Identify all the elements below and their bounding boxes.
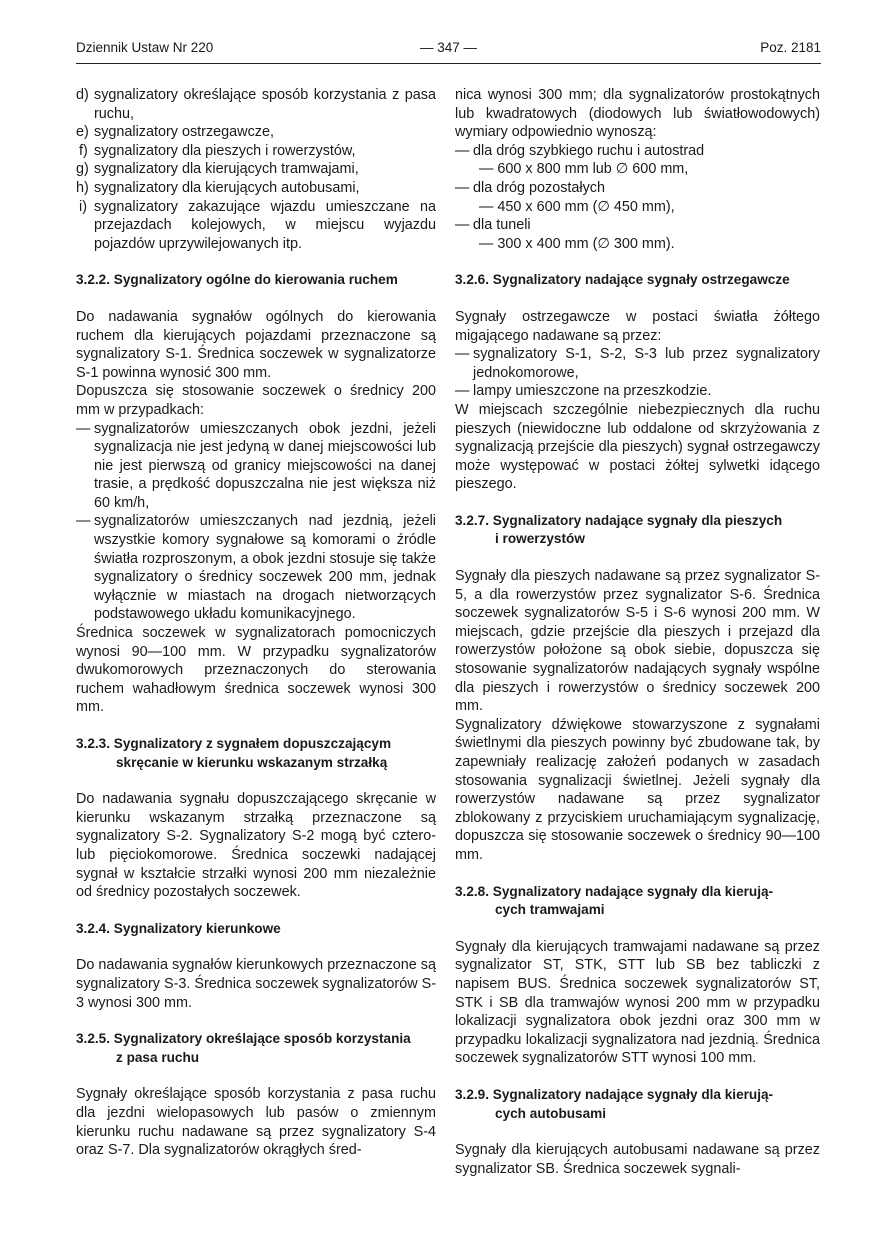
- section-heading-3-2-5: 3.2.5. Sygnalizatory określające sposób korzystania: [76, 1031, 411, 1047]
- signal-type-list: [76, 86, 436, 253]
- section-heading-3-2-3-cont: skręcanie w kierunku wskazanym strzałką: [116, 754, 388, 770]
- paragraph: nica wynosi 300 mm; dla sygnalizatorów prostokątnych lub kwadratowych (diodowych lub światłowodowych) wymiary odpowiednio wynoszą:: [455, 87, 820, 141]
- section-heading-3-2-8-cont: cych tramwajami: [495, 902, 605, 918]
- page-header: [76, 40, 821, 62]
- dimension-value: — 600 x 800 mm lub ∅ 600 mm,: [479, 161, 689, 178]
- list-item: f) sygnalizatory dla pieszych i rowerzystów,: [79, 142, 356, 159]
- section-heading-3-2-6: 3.2.6. Sygnalizatory nadające sygnały ostrzegawcze: [455, 272, 790, 288]
- header-rule: [76, 63, 821, 64]
- paragraph: Dopuszcza się stosowanie soczewek o średnicy 200 mm w przypadkach:: [76, 383, 436, 418]
- dimension-value: — 450 x 600 mm (∅ 450 mm),: [479, 198, 675, 215]
- section-heading-3-2-7: 3.2.7. Sygnalizatory nadające sygnały dla pieszych: [455, 512, 783, 528]
- section-heading-3-2-8: 3.2.8. Sygnalizatory nadające sygnały dla kierują-: [455, 883, 774, 899]
- dash-item: — sygnalizatorów umieszczanych nad jezdnią, jeżeli wszystkie komory sygnałowe są komorami o źródle światła rozproszonym, a obok jezdni stosuje się także sygnalizatory o średnicy soczewek 200 mm, jednak wyłącznie w miastach na drogach nietworzących podstawowego układu komunikacyjnego.: [76, 513, 436, 623]
- list-item: g) sygnalizatory dla kierujących tramwajami,: [76, 161, 359, 178]
- page-number: — 347 —: [419, 40, 478, 55]
- section-heading-3-2-9: 3.2.9. Sygnalizatory nadające sygnały dla kierują-: [455, 1086, 774, 1102]
- paragraph: Sygnały określające sposób korzystania z pasa ruchu dla jezdni wielopasowych lub pasów o zmiennym kierunku ruchu nadawane są przez sygnalizatory S-4 oraz S-7. Dla sygnalizatorów okrągłych śred-: [76, 1086, 436, 1159]
- right-column: [455, 86, 820, 1178]
- section-heading-3-2-7-cont: i rowerzystów: [495, 531, 585, 547]
- dash-item: — lampy umieszczone na przeszkodzie.: [455, 383, 712, 400]
- paragraph: Do nadawania sygnału dopuszczającego skręcanie w kierunku wskazanym strzałką przeznaczone są sygnalizatory S-2. Sygnalizatory S-2 mogą być cztero- lub pięciokomorowe. Średnica soczewki nadającej sygnał w kształcie strzałki wynosi 200 mm niezależnie od średnicy pozostałych soczewek.: [76, 791, 436, 901]
- dash-item: — dla dróg szybkiego ruchu i autostrad: [455, 142, 705, 159]
- list-item: h) sygnalizatory dla kierujących autobusami,: [76, 179, 360, 196]
- paragraph: Średnica soczewek w sygnalizatorach pomocniczych wynosi 90—100 mm. W przypadku sygnalizatorów dwukomorowych przeznaczonych do sterowania ruchem wahadłowym średnica soczewek wynosi 300 mm.: [76, 625, 436, 716]
- paragraph: Sygnały dla pieszych nadawane są przez sygnalizator S-5, a dla rowerzystów przez sygnalizator S-6. Średnica soczewek sygnalizatorów S-5 i S-6 wynosi 200 mm. W miejscach, gdzie przejście dla pieszych i przejazd dla rowerzystów położone są obok siebie, dopuszcza się stosowanie sygnalizatorów nadających sygnały wspólne dla pieszych i rowerzystów o średnicy soczewek 200 mm.: [455, 568, 820, 715]
- paragraph: Do nadawania sygnałów ogólnych do kierowania ruchem dla kierujących pojazdami przeznaczone są sygnalizatory S-1. Średnica soczewek w sygnalizatorze S-1 powinna wynosić 300 mm.: [76, 308, 436, 381]
- section-heading-3-2-2: 3.2.2. Sygnalizatory ogólne do kierowania ruchem: [76, 272, 398, 288]
- section-heading-3-2-3: 3.2.3. Sygnalizatory z sygnałem dopuszczającym: [76, 736, 392, 751]
- list-item: e) sygnalizatory ostrzegawcze,: [76, 124, 274, 141]
- position-number: Poz. 2181: [760, 40, 821, 55]
- left-column: [76, 86, 436, 1160]
- paragraph: Do nadawania sygnałów kierunkowych przeznaczone są sygnalizatory S-3. Średnica soczewek sygnalizatorów S-3 wynosi 300 mm.: [76, 957, 436, 1011]
- list-item: i) sygnalizatory zakazujące wjazdu umieszczane na przejazdach kolejowych, w miejscu wyjazdu pojazdów uprzywilejowanych itp.: [79, 198, 436, 252]
- dash-item: — dla dróg pozostałych: [455, 179, 605, 196]
- paragraph: Sygnalizatory dźwiękowe stowarzyszone z sygnałami świetlnymi dla pieszych powinny być zbudowane tak, by zapewniały realizację założeń podanych w zasadach stosowania sygnalizacji świetlnej. Jeżeli sygnały dla rowerzystów nadawane są przez sygnalizator zblokowany z przyciskiem uruchamiającym sygnalizację, dopuszcza się stosowanie soczewek o średnicy 90—100 mm.: [455, 716, 820, 863]
- dash-item: — sygnalizatory S-1, S-2, S-3 lub przez sygnalizatory jednokomorowe,: [455, 346, 820, 381]
- section-heading-3-2-4: 3.2.4. Sygnalizatory kierunkowe: [76, 920, 281, 936]
- dash-item: — sygnalizatorów umieszczanych obok jezdni, jeżeli sygnalizacja nie jest jedyną w danej miejscowości lub nie jest pierwszą od granicy miejscowości na danej trasie, a prędkość dopuszczalna nie jest większa niż 60 km/h,: [76, 420, 436, 511]
- section-heading-3-2-5-cont: z pasa ruchu: [116, 1049, 200, 1065]
- section-heading-3-2-9-cont: cych autobusami: [495, 1105, 607, 1121]
- paragraph: W miejscach szczególnie niebezpiecznych dla ruchu pieszych (niewidoczne lub oddalone od skrzyżowania z sygnalizacją przejście dla pieszych) sygnał ostrzegawczy może występować w postaci żółtej sylwetki idącego pieszego.: [455, 401, 820, 493]
- paragraph: Sygnały ostrzegawcze w postaci światła żółtego migającego nadawane są przez:: [455, 308, 820, 344]
- dimension-value: — 300 x 400 mm (∅ 300 mm).: [479, 235, 675, 252]
- list-item: d) sygnalizatory określające sposób korzystania z pasa ruchu,: [76, 87, 436, 122]
- paragraph: Sygnały dla kierujących autobusami nadawane są przez sygnalizator SB. Średnica soczewek sygnali-: [455, 1142, 820, 1177]
- journal-title: Dziennik Ustaw Nr 220: [76, 40, 214, 55]
- paragraph: Sygnały dla kierujących tramwajami nadawane są przez sygnalizator ST, STK, STT lub SB bez tabliczki z napisem BUS. Średnica soczewek sygnalizatorów ST, STK i SB dla tramwajów wynosi 200 mm w przypadku lokalizacji sygnalizatora obok jezdni oraz 300 mm w przypadku lokalizacji sygnalizatora nad jezdnią. Średnica soczewek sygnalizatorów STT wynosi 100 mm.: [455, 938, 820, 1067]
- dash-item: — dla tuneli: [455, 217, 531, 234]
